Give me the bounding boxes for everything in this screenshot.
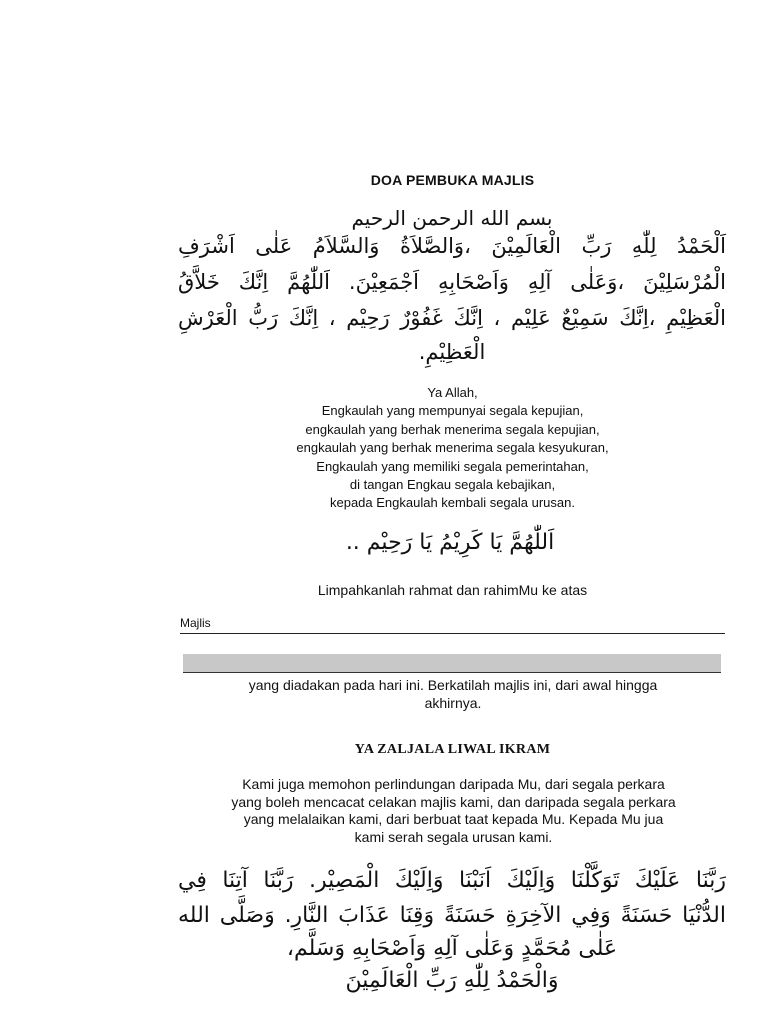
arabic-opening-line-2: الْمُرْسَلِيْنَ ،وَعَلٰى آلِهِ وَاَصْحَابِهِ اَجْمَعِيْنَ. اَللّٰهُمَّ اِنَّكَ خَلاَّقُ <box>178 270 726 294</box>
kami-line: yang boleh mencacat celakan majlis kami, dan daripada segala perkara <box>231 793 676 810</box>
arabic-closing-line-3: عَلٰى مُحَمَّدٍ وَعَلٰى آلِهِ وَاَصْحَابِهِ وَسَلَّم، <box>286 936 618 961</box>
arabic-invocation: اَللّٰهُمَّ يَا كَرِيْمُ يَا رَحِيْم .. <box>345 530 555 555</box>
kami-line: yang melalaikan kami, dari berbuat taat kepada Mu. Kepada Mu jua <box>243 811 664 828</box>
limpah-text: Limpahkanlah rahmat dan rahimMu ke atas <box>317 582 588 598</box>
kami-line: kami serah segala urusan kami. <box>354 828 553 845</box>
section-subtitle: YA ZALJALA LIWAL IKRAM <box>354 742 551 757</box>
malay-translation <box>200 384 705 513</box>
malay-line: engkaulah yang berhak menerima segala kesyukuran, <box>296 440 609 456</box>
kami-line: Kami juga memohon perlindungan daripada Mu, dari segala perkara <box>242 776 665 792</box>
arabic-closing-line-1: رَبَّنَا عَلَيْكَ تَوَكَّلْنَا وَاِلَيْكَ اَنَبْنَا وَاِلَيْكَ الْمَصِيْر. رَبَّنَا آتِنَا فِي <box>178 868 726 893</box>
arabic-opening-line-1: اَلْحَمْدُ لِلّٰهِ رَبِّ الْعَالَمِيْنَ ،وَالصَّلاَةُ وَالسَّلاَمُ عَلٰى اَشْرَفِ <box>178 234 726 258</box>
arabic-closing-line-4: وَالْحَمْدُ لِلّٰهِ رَبِّ الْعَالَمِيْنَ <box>345 968 559 993</box>
majlis-underline <box>180 633 725 634</box>
malay-line: di tangan Engkau segala kebajikan, <box>349 477 556 493</box>
kami-text <box>176 776 731 846</box>
yang-line: akhirnya. <box>424 695 482 711</box>
malay-line: Ya Allah, <box>427 385 478 400</box>
yang-text <box>182 676 724 712</box>
yang-line: yang diadakan pada hari ini. Berkatilah majlis ini, dari awal hingga <box>248 677 658 693</box>
malay-line: kepada Engkaulah kembali segala urusan. <box>329 495 575 511</box>
arabic-opening-line-4: الْعَظِيْمِ. <box>418 340 486 364</box>
arabic-opening-line-3: الْعَظِيْمِ ،اِنَّكَ سَمِيْعٌ عَلِيْم ، اِنَّكَ غَفُوْرٌ رَحِيْم ، اِنَّكَ رَبُّ الْعَرْشِ <box>178 306 726 330</box>
malay-line: Engkaulah yang memiliki segala pemerintahan, <box>316 458 589 474</box>
arabic-basmala: بسم الله الرحمن الرحيم <box>351 206 553 230</box>
malay-line: Engkaulah yang mempunyai segala kepujian, <box>321 403 584 419</box>
fill-in-blank-bar <box>183 654 721 672</box>
fill-in-blank-underline <box>183 672 721 673</box>
majlis-label: Majlis <box>180 616 211 630</box>
arabic-closing-line-2: الدُّنْيَا حَسَنَةً وَفِي الآخِرَةِ حَسَنَةً وَقِنَا عَذَابَ النَّارِ. وَصَلَّى الله <box>178 903 726 928</box>
malay-line: engkaulah yang berhak menerima segala kepujian, <box>305 421 600 437</box>
document-title: DOA PEMBUKA MAJLIS <box>370 172 535 188</box>
